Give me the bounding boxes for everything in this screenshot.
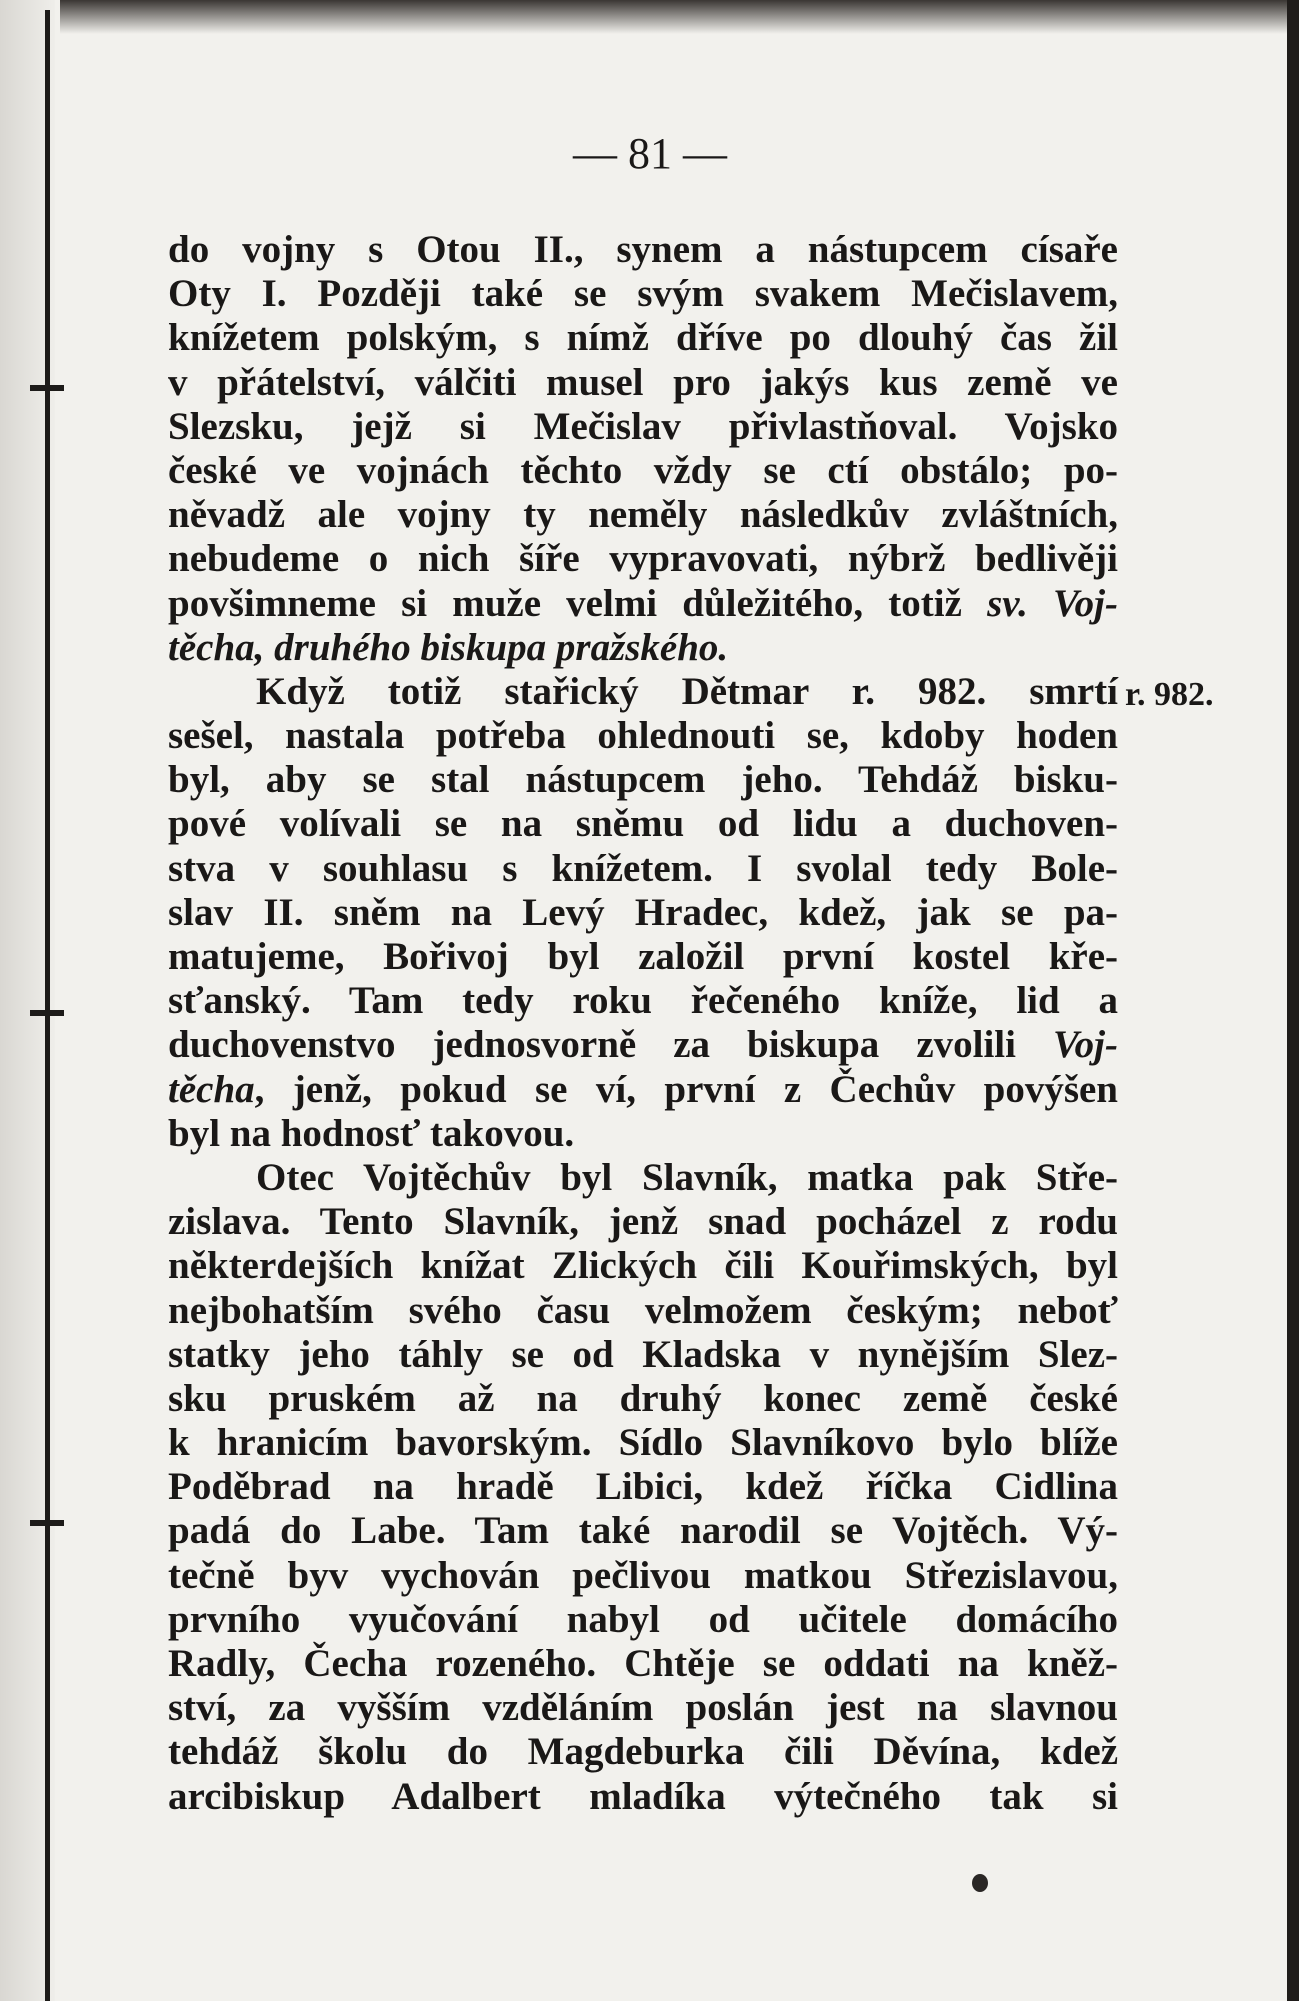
text-line: nebudeme o nich šíře vypravovati, nýbrž bedlivěji xyxy=(168,537,1118,581)
text-line: některdejších knížat Zlických čili Kouřimských, byl xyxy=(168,1244,1118,1288)
text-line: duchovenstvo jednosvorně za biskupa zvolili Voj- xyxy=(168,1023,1118,1067)
page-number: — 81 — xyxy=(573,129,727,178)
binding-tick xyxy=(30,1520,64,1526)
text-line: tečně byv vychován pečlivou matkou Střezislavou, xyxy=(168,1553,1118,1597)
text-line: zislava. Tento Slavník, jenž snad pocházel z rodu xyxy=(168,1200,1118,1244)
text-line: sku pruském až na druhý konec země české xyxy=(168,1376,1118,1420)
text-line: Poděbrad na hradě Libici, kdež říčka Cidlina xyxy=(168,1465,1118,1509)
text-line: do vojny s Otou II., synem a nástupcem císaře xyxy=(168,228,1118,271)
text-line: Slezsku, jejž si Mečislav přivlastňoval. Vojsko xyxy=(168,404,1118,448)
text-line: tehdáž školu do Magdeburka čili Děvína, kdež xyxy=(168,1730,1118,1774)
text-line: statky jeho táhly se od Kladska v nynějším Slez- xyxy=(168,1332,1118,1376)
text-line: Oty I. Později také se svým svakem Mečislavem, xyxy=(168,272,1118,316)
ink-blot xyxy=(972,1874,988,1892)
text-line: pové volívali se na sněmu od lidu a duchoven- xyxy=(168,802,1118,846)
text-line: těcha, jenž, pokud se ví, první z Čechův povýšen xyxy=(168,1067,1118,1111)
text-line: nejbohatším svého času velmožem českým; neboť xyxy=(168,1288,1118,1332)
text-line: k hranicím bavorským. Sídlo Slavníkovo bylo blíže xyxy=(168,1421,1118,1465)
italic-name: těcha xyxy=(168,1067,255,1111)
text-line: prvního vyučování nabyl od učitele domácího xyxy=(168,1597,1118,1641)
text-line: padá do Labe. Tam také narodil se Vojtěch. Vý- xyxy=(168,1509,1118,1553)
body-text xyxy=(168,228,1118,1819)
text-line: české ve vojnách těchto vždy se ctí obstálo; po- xyxy=(168,448,1118,492)
italic-name: sv. Voj- xyxy=(987,581,1118,625)
text-line: sešel, nastala potřeba ohlednouti se, kdoby hoden xyxy=(168,714,1118,758)
binding-tick xyxy=(30,1010,64,1016)
text-line: sťanský. Tam tedy roku řečeného kníže, lid a xyxy=(168,979,1118,1023)
right-page-edge xyxy=(1287,0,1299,2001)
text-line: v přátelství, válčiti musel pro jakýs kus země ve xyxy=(168,360,1118,404)
text-line: byl na hodnosť takovou. xyxy=(168,1111,575,1155)
text-line: matujeme, Bořivoj byl založil první kostel kře- xyxy=(168,935,1118,978)
binding-line xyxy=(45,10,50,2001)
text-line: ství, za vyšším vzděláním poslán jest na slavnou xyxy=(168,1686,1118,1730)
text-line: stva v souhlasu s knížetem. I svolal tedy Bole- xyxy=(168,846,1118,890)
margin-year-note: r. 982. xyxy=(1125,676,1214,713)
italic-name: Voj- xyxy=(1052,1023,1118,1067)
text-line: Radly, Čecha rozeného. Chtěje se oddati na kněž- xyxy=(168,1642,1118,1685)
text-line: slav II. sněm na Levý Hradec, kdež, jak se pa- xyxy=(168,890,1118,934)
paragraph-start-line: Když totiž stařický Dětmar r. 982. smrtí xyxy=(256,669,1118,713)
paragraph-start-line: Otec Vojtěchův byl Slavník, matka pak Stře- xyxy=(256,1155,1118,1199)
text-line: byl, aby se stal nástupcem jeho. Tehdáž bisku- xyxy=(168,758,1118,802)
text-line: arcibiskup Adalbert mladíka výtečného tak si xyxy=(168,1774,1118,1818)
italic-name: těcha, druhého biskupa pražského. xyxy=(168,625,729,669)
top-edge-shadow xyxy=(60,0,1299,34)
text-line xyxy=(168,626,1118,670)
binding-tick xyxy=(30,385,64,391)
text-line: knížetem polským, s nímž dříve po dlouhý čas žil xyxy=(168,316,1118,360)
text-line: něvadž ale vojny ty neměly následkův zvláštních, xyxy=(168,493,1118,537)
text-line: povšimneme si muže velmi důležitého, totiž sv. Voj- xyxy=(168,581,1118,625)
